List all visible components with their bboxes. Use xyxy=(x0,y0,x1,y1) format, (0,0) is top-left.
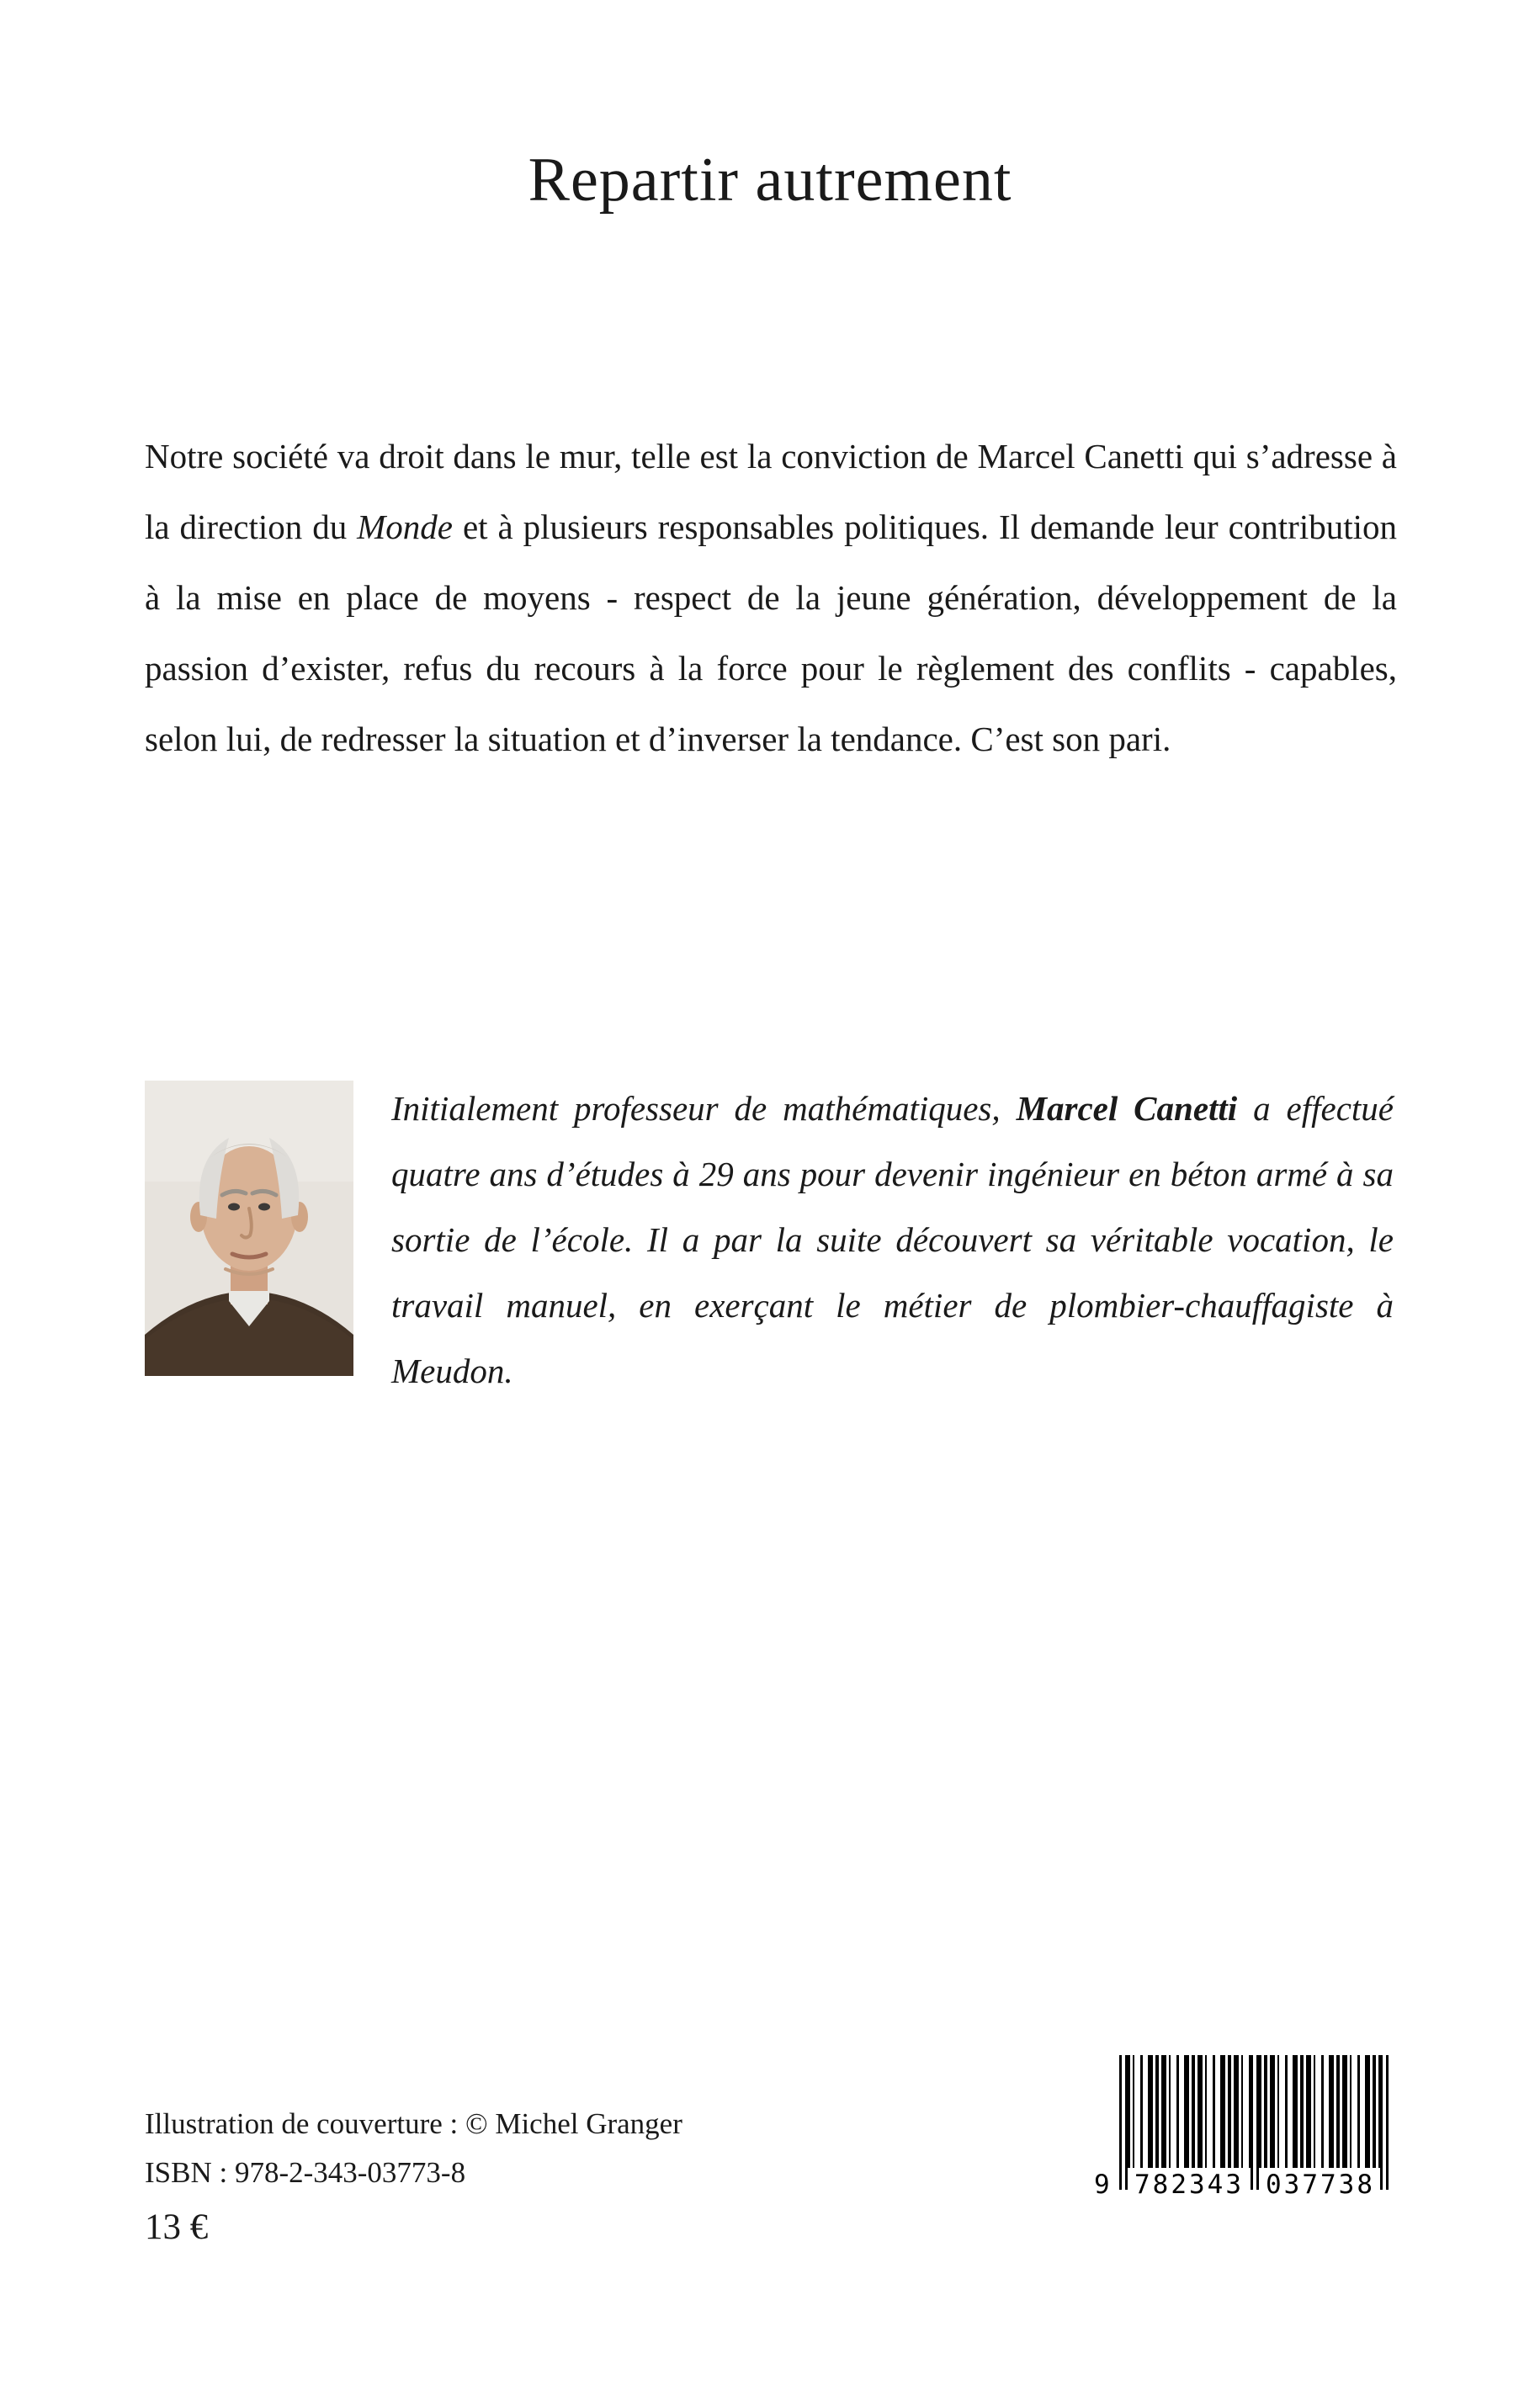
author-portrait-illustration xyxy=(145,1081,353,1376)
synopsis-italic-word: Monde xyxy=(357,507,454,546)
isbn-number: ISBN : 978-2-343-03773-8 xyxy=(145,2156,466,2189)
illustration-credit: Illustration de couverture : © Michel Granger xyxy=(145,2107,682,2140)
author-photo xyxy=(145,1081,353,1376)
bio-text-start: Initialement professeur de mathématiques, xyxy=(391,1089,1017,1128)
author-name: Marcel Canetti xyxy=(1016,1089,1238,1128)
barcode xyxy=(1094,2055,1390,2200)
synopsis-paragraph xyxy=(145,421,1397,774)
barcode-digit-first: 9 xyxy=(1094,2170,1118,2200)
barcode-digit-group-2: 037738 xyxy=(1261,2170,1380,2200)
author-bio xyxy=(391,1076,1394,1404)
barcode-digit-group-1: 782343 xyxy=(1129,2170,1249,2200)
bio-text-end: a effectué quatre ans d’études à 29 ans pour devenir ingénieur en béton armé à sa sortie de l’école. Il a par la suite découvert sa véritable vocation, le travail manuel, en exerçant le métier de plombier-chauffagiste à Meudon. xyxy=(391,1089,1394,1390)
synopsis-text-end: et à plusieurs responsables politiques. Il demande leur contribution à la mise en place de moyens - respect de la jeune génération, développement de la passion d’exister, refus du recours à la force pour le règlement des conflits - capables, selon lui, de redresser la situation et d’inverser la tendance. C’est son pari. xyxy=(145,507,1398,758)
synopsis-text-start: Notre société va droit dans le mur, telle est la conviction de Marcel Canetti qui s’adresse à la direction du xyxy=(145,437,1397,546)
price: 13 € xyxy=(145,2207,209,2247)
author-section xyxy=(145,1076,1394,1404)
barcode-number xyxy=(1094,2168,1390,2200)
book-title: Repartir autrement xyxy=(528,146,1012,215)
